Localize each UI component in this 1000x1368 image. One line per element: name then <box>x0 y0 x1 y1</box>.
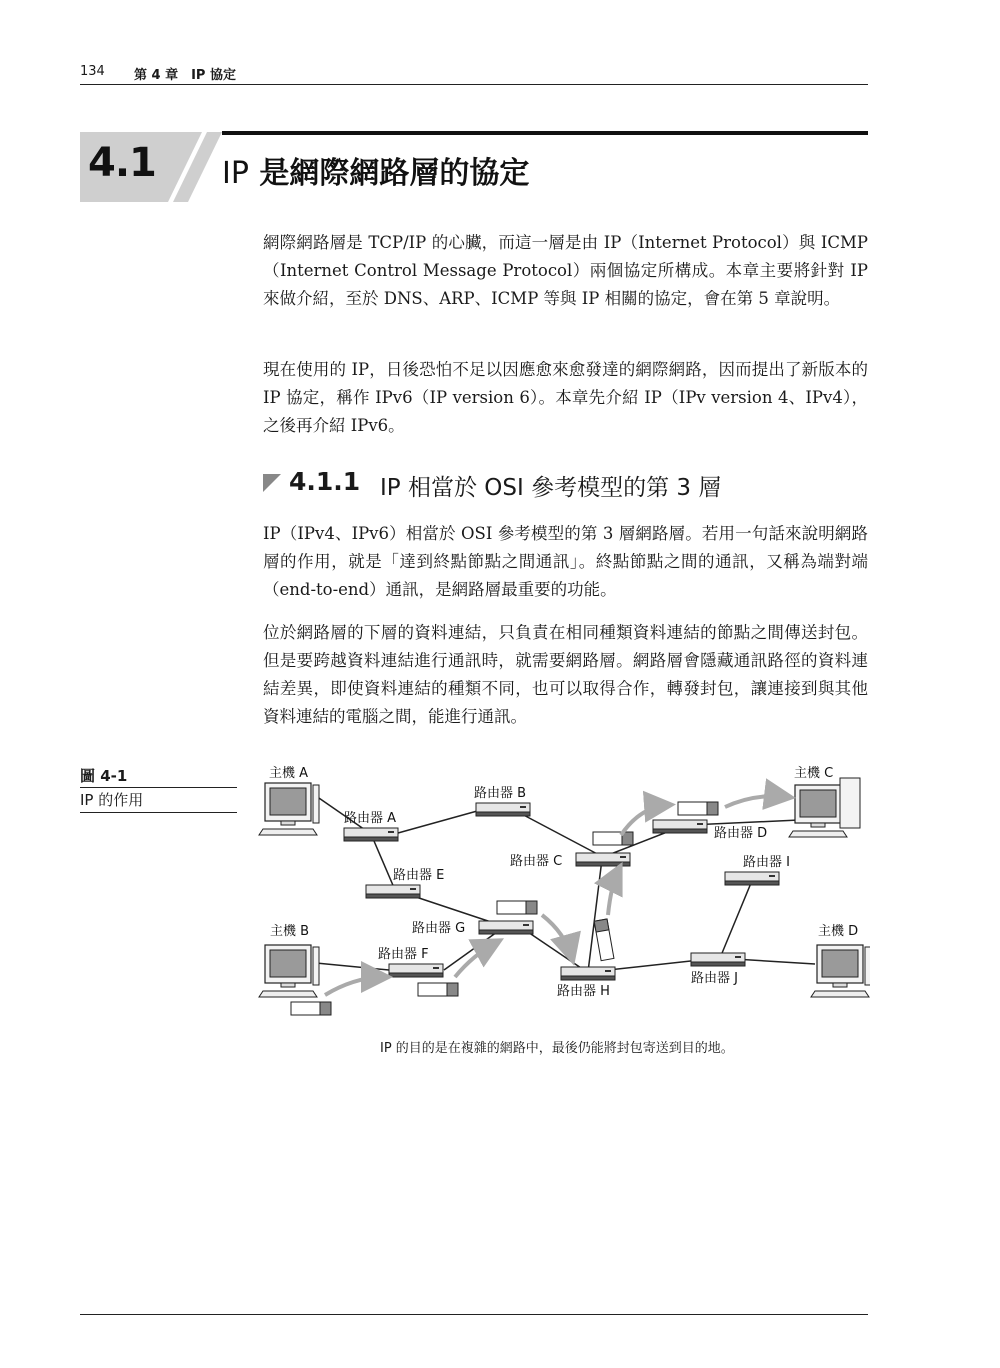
router-a-label: 路由器 A <box>344 811 397 826</box>
paragraph-sub-1: IP（IPv4、IPv6）相當於 OSI 參考模型的第 3 層網路層。若用一句話來說明網路層的作用，就是「達到終點節點之間通訊」。終點節點之間的通訊，又稱為端對端（end-to-end）通訊，是網路層最重要的功能。 <box>263 524 868 599</box>
section-rule <box>222 131 868 135</box>
subsection-number: 4.1.1 <box>289 467 361 496</box>
router-g-label: 路由器 G <box>412 921 466 936</box>
figure-caption: IP 的目的是在複雜的網路中，最後仍能將封包寄送到目的地。 <box>380 1041 734 1056</box>
router-f-label: 路由器 F <box>378 947 429 962</box>
router-d-icon <box>653 820 707 833</box>
router-d-label: 路由器 D <box>714 826 768 841</box>
packet-icon <box>594 919 614 961</box>
router-f-icon <box>389 964 443 977</box>
router-c-icon <box>576 853 630 866</box>
router-b-label: 路由器 B <box>474 786 527 801</box>
host-b-computer-icon <box>259 945 319 997</box>
subsection-heading <box>263 467 868 501</box>
subsection-triangle-icon <box>263 474 281 492</box>
packet-icon <box>678 802 718 815</box>
host-c-tower-icon <box>840 778 860 828</box>
router-i-icon <box>725 872 779 885</box>
chapter-title: 第 4 章 IP 協定 <box>134 68 236 83</box>
section-title <box>222 148 529 192</box>
router-j-label: 路由器 J <box>691 971 738 986</box>
router-h-label: 路由器 H <box>557 984 610 999</box>
host-d-label: 主機 D <box>818 924 859 939</box>
router-h-icon <box>561 967 615 980</box>
router-b-icon <box>476 803 530 816</box>
subsection-title: IP 相當於 OSI 參考模型的第 3 層 <box>380 475 722 501</box>
router-e-icon <box>366 885 420 898</box>
host-a-computer-icon <box>259 783 319 835</box>
host-a-label: 主機 A <box>269 766 309 781</box>
router-g-icon <box>479 921 533 934</box>
router-c-label: 路由器 C <box>510 854 563 869</box>
paragraph-sub-2: 位於網路層的下層的資料連結，只負責在相同種類資料連結的節點之間傳送封包。但是要跨越資料連結進行通訊時，就需要網路層。網路層會隱藏通訊路徑的資料連結差異，即使資料連結的種類不同，也可以取得合作，轉發封包，讓連接到與其他資料連結的電腦之間，能進行通訊。 <box>263 623 868 726</box>
packet-icon <box>497 901 537 914</box>
running-head <box>80 62 868 85</box>
figure-title: IP 的作用 <box>80 788 237 813</box>
host-b-label: 主機 B <box>270 924 310 939</box>
section-title-rest: 是網際網路層的協定 <box>248 156 530 191</box>
network-diagram <box>255 755 870 1025</box>
packet-icon <box>418 983 458 996</box>
router-e-label: 路由器 E <box>393 868 445 883</box>
router-j-icon <box>691 953 745 966</box>
footer-rule <box>80 1314 868 1315</box>
section-title-prefix: IP <box>222 156 249 191</box>
figure-number: 圖 4-1 <box>80 765 237 788</box>
host-c-label: 主機 C <box>794 766 834 781</box>
packet-icon <box>593 832 633 845</box>
packet-icon <box>291 1002 331 1015</box>
figure-label <box>80 765 237 813</box>
page-number: 134 <box>80 64 105 79</box>
router-i-label: 路由器 I <box>743 855 790 870</box>
paragraph-intro-2: 現在使用的 IP，日後恐怕不足以因應愈來愈發達的網際網路，因而提出了新版本的 IP 協定，稱作 IPv6（IP version 6）。本章先介紹 IP（IPv version 4、IPv4），之後再介紹 IPv6。 <box>263 360 868 435</box>
paragraph-intro-1: 網際網路層是 TCP/IP 的心臟，而這一層是由 IP（Internet Protocol）與 ICMP（Internet Control Message Protocol）兩個協定所構成。本章主要將針對 IP 來做介紹，至於 DNS、ARP、ICMP 等與 IP 相關的協定，會在第 5 章說明。 <box>263 233 868 308</box>
host-d-computer-icon <box>811 945 870 997</box>
section-number: 4.1 <box>88 140 156 186</box>
router-a-icon <box>344 828 398 841</box>
